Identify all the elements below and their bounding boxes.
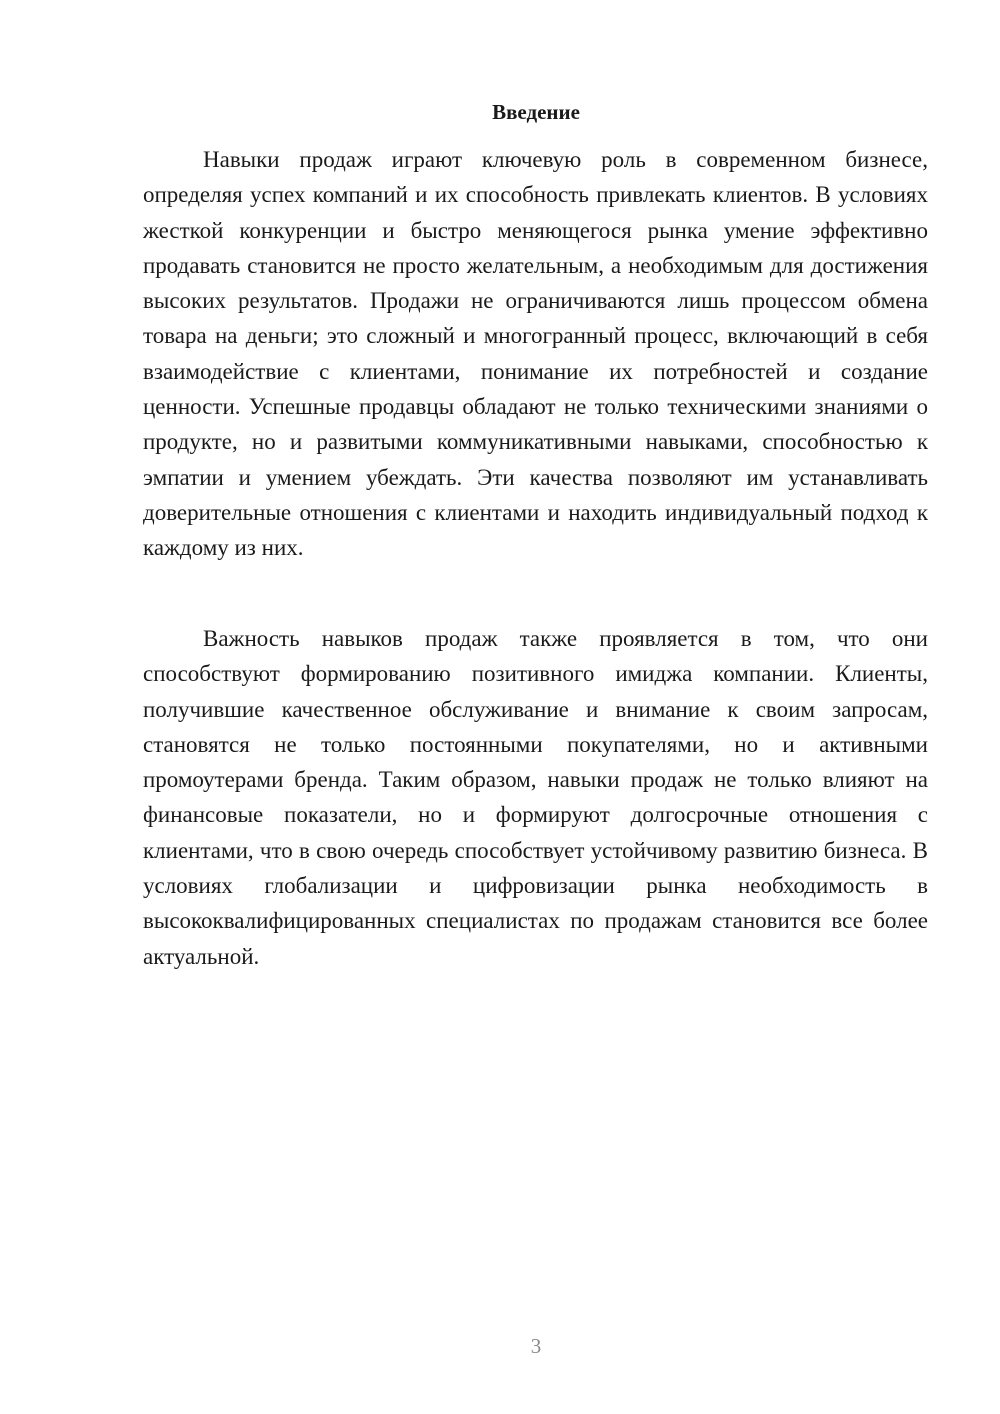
paragraph-1: Навыки продаж играют ключевую роль в современном бизнесе, определяя успех компаний и их способность привлекать клиентов. В условиях жесткой конкуренции и быстро меняющегося рынка умение эффективно продавать становится не просто желательным, а необходимым для достижения высоких результатов. Продажи не ограничиваются лишь процессом обмена товара на деньги; это сложный и многогранный процесс, включающий в себя взаимодействие с клиентами, понимание их потребностей и создание ценности. Успешные продавцы обладают не только техническими знаниями о продукте, но и развитыми коммуникативными навыками, способностью к эмпатии и умением убеждать. Эти качества позволяют им устанавливать доверительные отношения с клиентами и находить индивидуальный подход к каждому из них. (143, 147, 928, 561)
section-heading: Введение (492, 100, 580, 124)
paragraph-2: Важность навыков продаж также проявляется в том, что они способствуют формированию позитивного имиджа компании. Клиенты, получившие качественное обслуживание и внимание к своим запросам, становятся не только постоянными покупателями, но и активными промоутерами бренда. Таким образом, навыки продаж не только влияют на финансовые показатели, но и формируют долгосрочные отношения с клиентами, что в свою очередь способствует устойчивому развитию бизнеса. В условиях глобализации и цифровизации рынка необходимость в высококвалифицированных специалистах по продажам становится все более актуальной. (143, 626, 928, 969)
page-number: 3 (530, 1334, 542, 1358)
